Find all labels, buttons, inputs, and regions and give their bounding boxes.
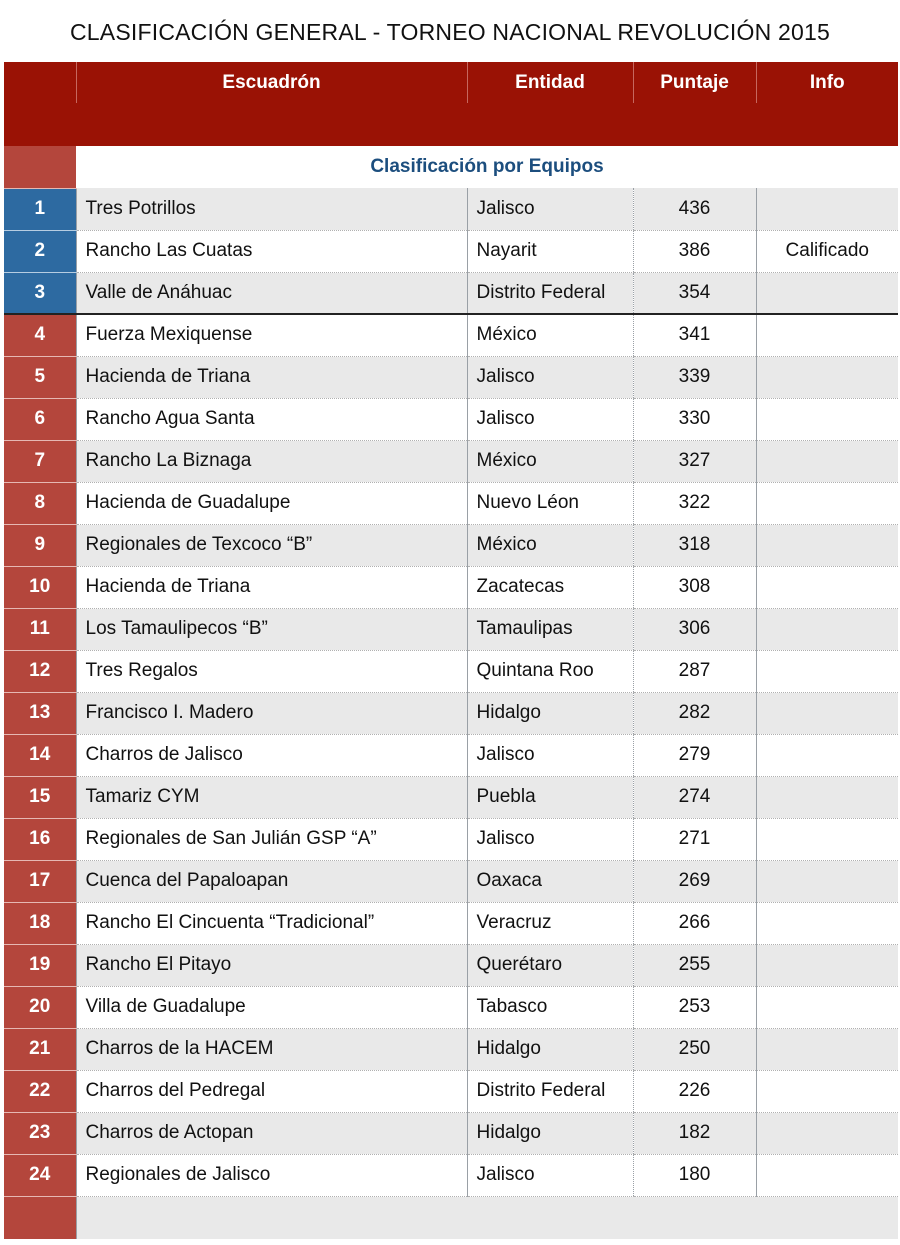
table-row (4, 524, 898, 566)
score-cell: 274 (633, 776, 756, 818)
table-row (4, 440, 898, 482)
entity-cell: Jalisco (467, 188, 633, 230)
rank-cell: 11 (4, 608, 76, 650)
entity-cell: Tabasco (467, 986, 633, 1028)
rank-cell: 6 (4, 398, 76, 440)
entity-cell: Tamaulipas (467, 608, 633, 650)
team-cell: Francisco I. Madero (76, 692, 467, 734)
rank-cell: 15 (4, 776, 76, 818)
entity-cell: México (467, 524, 633, 566)
rank-cell: 13 (4, 692, 76, 734)
team-cell: Charros del Pedregal (76, 1070, 467, 1112)
team-cell: Charros de la HACEM (76, 1028, 467, 1070)
entity-cell: Distrito Federal (467, 272, 633, 314)
team-cell: Tamariz CYM (76, 776, 467, 818)
team-cell: Rancho La Biznaga (76, 440, 467, 482)
column-header-entity: Entidad (467, 62, 633, 103)
entity-cell: Hidalgo (467, 1112, 633, 1154)
entity-cell: Jalisco (467, 734, 633, 776)
rank-cell: 24 (4, 1154, 76, 1196)
table-row (4, 230, 898, 272)
entity-cell: Jalisco (467, 818, 633, 860)
rank-cell: 7 (4, 440, 76, 482)
team-cell: Tres Potrillos (76, 188, 467, 230)
score-cell: 308 (633, 566, 756, 608)
team-cell: Rancho El Cincuenta “Tradicional” (76, 902, 467, 944)
score-cell: 271 (633, 818, 756, 860)
section-rank-cell (4, 146, 76, 188)
info-cell (756, 314, 898, 356)
entity-cell: México (467, 440, 633, 482)
entity-cell: Hidalgo (467, 692, 633, 734)
score-cell: 287 (633, 650, 756, 692)
column-header-team: Escuadrón (76, 62, 467, 103)
info-cell (756, 650, 898, 692)
entity-cell: Oaxaca (467, 860, 633, 902)
score-cell: 354 (633, 272, 756, 314)
entity-cell: Nuevo Léon (467, 482, 633, 524)
score-cell: 253 (633, 986, 756, 1028)
table-row (4, 1112, 898, 1154)
rank-cell: 1 (4, 188, 76, 230)
info-cell (756, 440, 898, 482)
info-cell (756, 608, 898, 650)
entity-cell: Hidalgo (467, 1028, 633, 1070)
entity-cell: Jalisco (467, 1154, 633, 1196)
rank-cell: 3 (4, 272, 76, 314)
score-cell: 180 (633, 1154, 756, 1196)
info-cell (756, 1028, 898, 1070)
entity-cell: Jalisco (467, 356, 633, 398)
table-row (4, 1028, 898, 1070)
rank-cell: 14 (4, 734, 76, 776)
entity-cell: Nayarit (467, 230, 633, 272)
score-cell: 282 (633, 692, 756, 734)
info-cell (756, 818, 898, 860)
table-row (4, 272, 898, 314)
rank-cell: 17 (4, 860, 76, 902)
info-cell (756, 902, 898, 944)
info-cell (756, 986, 898, 1028)
score-cell: 226 (633, 1070, 756, 1112)
rank-cell: 2 (4, 230, 76, 272)
team-cell: Regionales de San Julián GSP “A” (76, 818, 467, 860)
score-cell: 322 (633, 482, 756, 524)
score-cell: 339 (633, 356, 756, 398)
entity-cell: Puebla (467, 776, 633, 818)
table-row (4, 314, 898, 356)
score-cell: 327 (633, 440, 756, 482)
info-cell (756, 524, 898, 566)
score-cell: 269 (633, 860, 756, 902)
rank-cell: 23 (4, 1112, 76, 1154)
score-cell: 341 (633, 314, 756, 356)
info-cell (756, 776, 898, 818)
score-cell: 266 (633, 902, 756, 944)
table-row (4, 860, 898, 902)
score-cell: 386 (633, 230, 756, 272)
info-cell (756, 1154, 898, 1196)
rank-cell: 5 (4, 356, 76, 398)
team-cell: Tres Regalos (76, 650, 467, 692)
team-cell: Rancho Las Cuatas (76, 230, 467, 272)
entity-cell: Veracruz (467, 902, 633, 944)
info-cell (756, 944, 898, 986)
entity-cell: Zacatecas (467, 566, 633, 608)
table-row (4, 818, 898, 860)
score-cell: 306 (633, 608, 756, 650)
score-cell: 279 (633, 734, 756, 776)
table-row (4, 608, 898, 650)
info-cell (756, 860, 898, 902)
info-cell (756, 272, 898, 314)
table-row (4, 482, 898, 524)
info-cell (756, 1112, 898, 1154)
info-cell (756, 356, 898, 398)
entity-cell: Quintana Roo (467, 650, 633, 692)
info-cell (756, 398, 898, 440)
table-row (4, 776, 898, 818)
page-title: CLASIFICACIÓN GENERAL - TORNEO NACIONAL REVOLUCIÓN 2015 (70, 19, 830, 45)
column-header-rank (4, 62, 76, 103)
rank-cell: 16 (4, 818, 76, 860)
header-band (4, 103, 898, 146)
rank-cell: 18 (4, 902, 76, 944)
team-cell: Hacienda de Triana (76, 566, 467, 608)
team-cell: Villa de Guadalupe (76, 986, 467, 1028)
table-row (4, 650, 898, 692)
section-label: Clasificación por Equipos (76, 146, 898, 188)
column-header-info: Info (756, 62, 898, 103)
column-header-score: Puntaje (633, 62, 756, 103)
rank-cell: 20 (4, 986, 76, 1028)
info-cell (756, 734, 898, 776)
table-row (4, 1070, 898, 1112)
entity-cell: Querétaro (467, 944, 633, 986)
score-cell: 255 (633, 944, 756, 986)
table-row (4, 356, 898, 398)
footer-rank-cell (4, 1196, 76, 1239)
info-cell (756, 566, 898, 608)
rank-cell: 4 (4, 314, 76, 356)
entity-cell: Distrito Federal (467, 1070, 633, 1112)
footer-fill (76, 1196, 898, 1239)
standings-table (4, 62, 898, 1239)
team-cell: Fuerza Mexiquense (76, 314, 467, 356)
rank-cell: 8 (4, 482, 76, 524)
header-row (4, 62, 898, 103)
table-row (4, 188, 898, 230)
table-row (4, 398, 898, 440)
info-cell (756, 188, 898, 230)
table-row (4, 734, 898, 776)
team-cell: Valle de Anáhuac (76, 272, 467, 314)
team-cell: Cuenca del Papaloapan (76, 860, 467, 902)
info-cell: Calificado (756, 230, 898, 272)
table-row (4, 1154, 898, 1196)
table-row (4, 692, 898, 734)
rank-cell: 9 (4, 524, 76, 566)
score-cell: 436 (633, 188, 756, 230)
team-cell: Regionales de Texcoco “B” (76, 524, 467, 566)
table-row (4, 902, 898, 944)
team-cell: Rancho El Pitayo (76, 944, 467, 986)
section-row (4, 146, 898, 188)
entity-cell: Jalisco (467, 398, 633, 440)
footer-row (4, 1196, 898, 1239)
team-cell: Hacienda de Triana (76, 356, 467, 398)
rank-cell: 21 (4, 1028, 76, 1070)
info-cell (756, 482, 898, 524)
team-cell: Los Tamaulipecos “B” (76, 608, 467, 650)
score-cell: 250 (633, 1028, 756, 1070)
score-cell: 318 (633, 524, 756, 566)
table-row (4, 986, 898, 1028)
team-cell: Regionales de Jalisco (76, 1154, 467, 1196)
team-cell: Charros de Actopan (76, 1112, 467, 1154)
score-cell: 330 (633, 398, 756, 440)
rank-cell: 22 (4, 1070, 76, 1112)
rank-cell: 19 (4, 944, 76, 986)
rank-cell: 12 (4, 650, 76, 692)
rank-cell: 10 (4, 566, 76, 608)
info-cell (756, 692, 898, 734)
team-cell: Hacienda de Guadalupe (76, 482, 467, 524)
team-cell: Rancho Agua Santa (76, 398, 467, 440)
team-cell: Charros de Jalisco (76, 734, 467, 776)
score-cell: 182 (633, 1112, 756, 1154)
entity-cell: México (467, 314, 633, 356)
info-cell (756, 1070, 898, 1112)
table-row (4, 566, 898, 608)
table-row (4, 944, 898, 986)
